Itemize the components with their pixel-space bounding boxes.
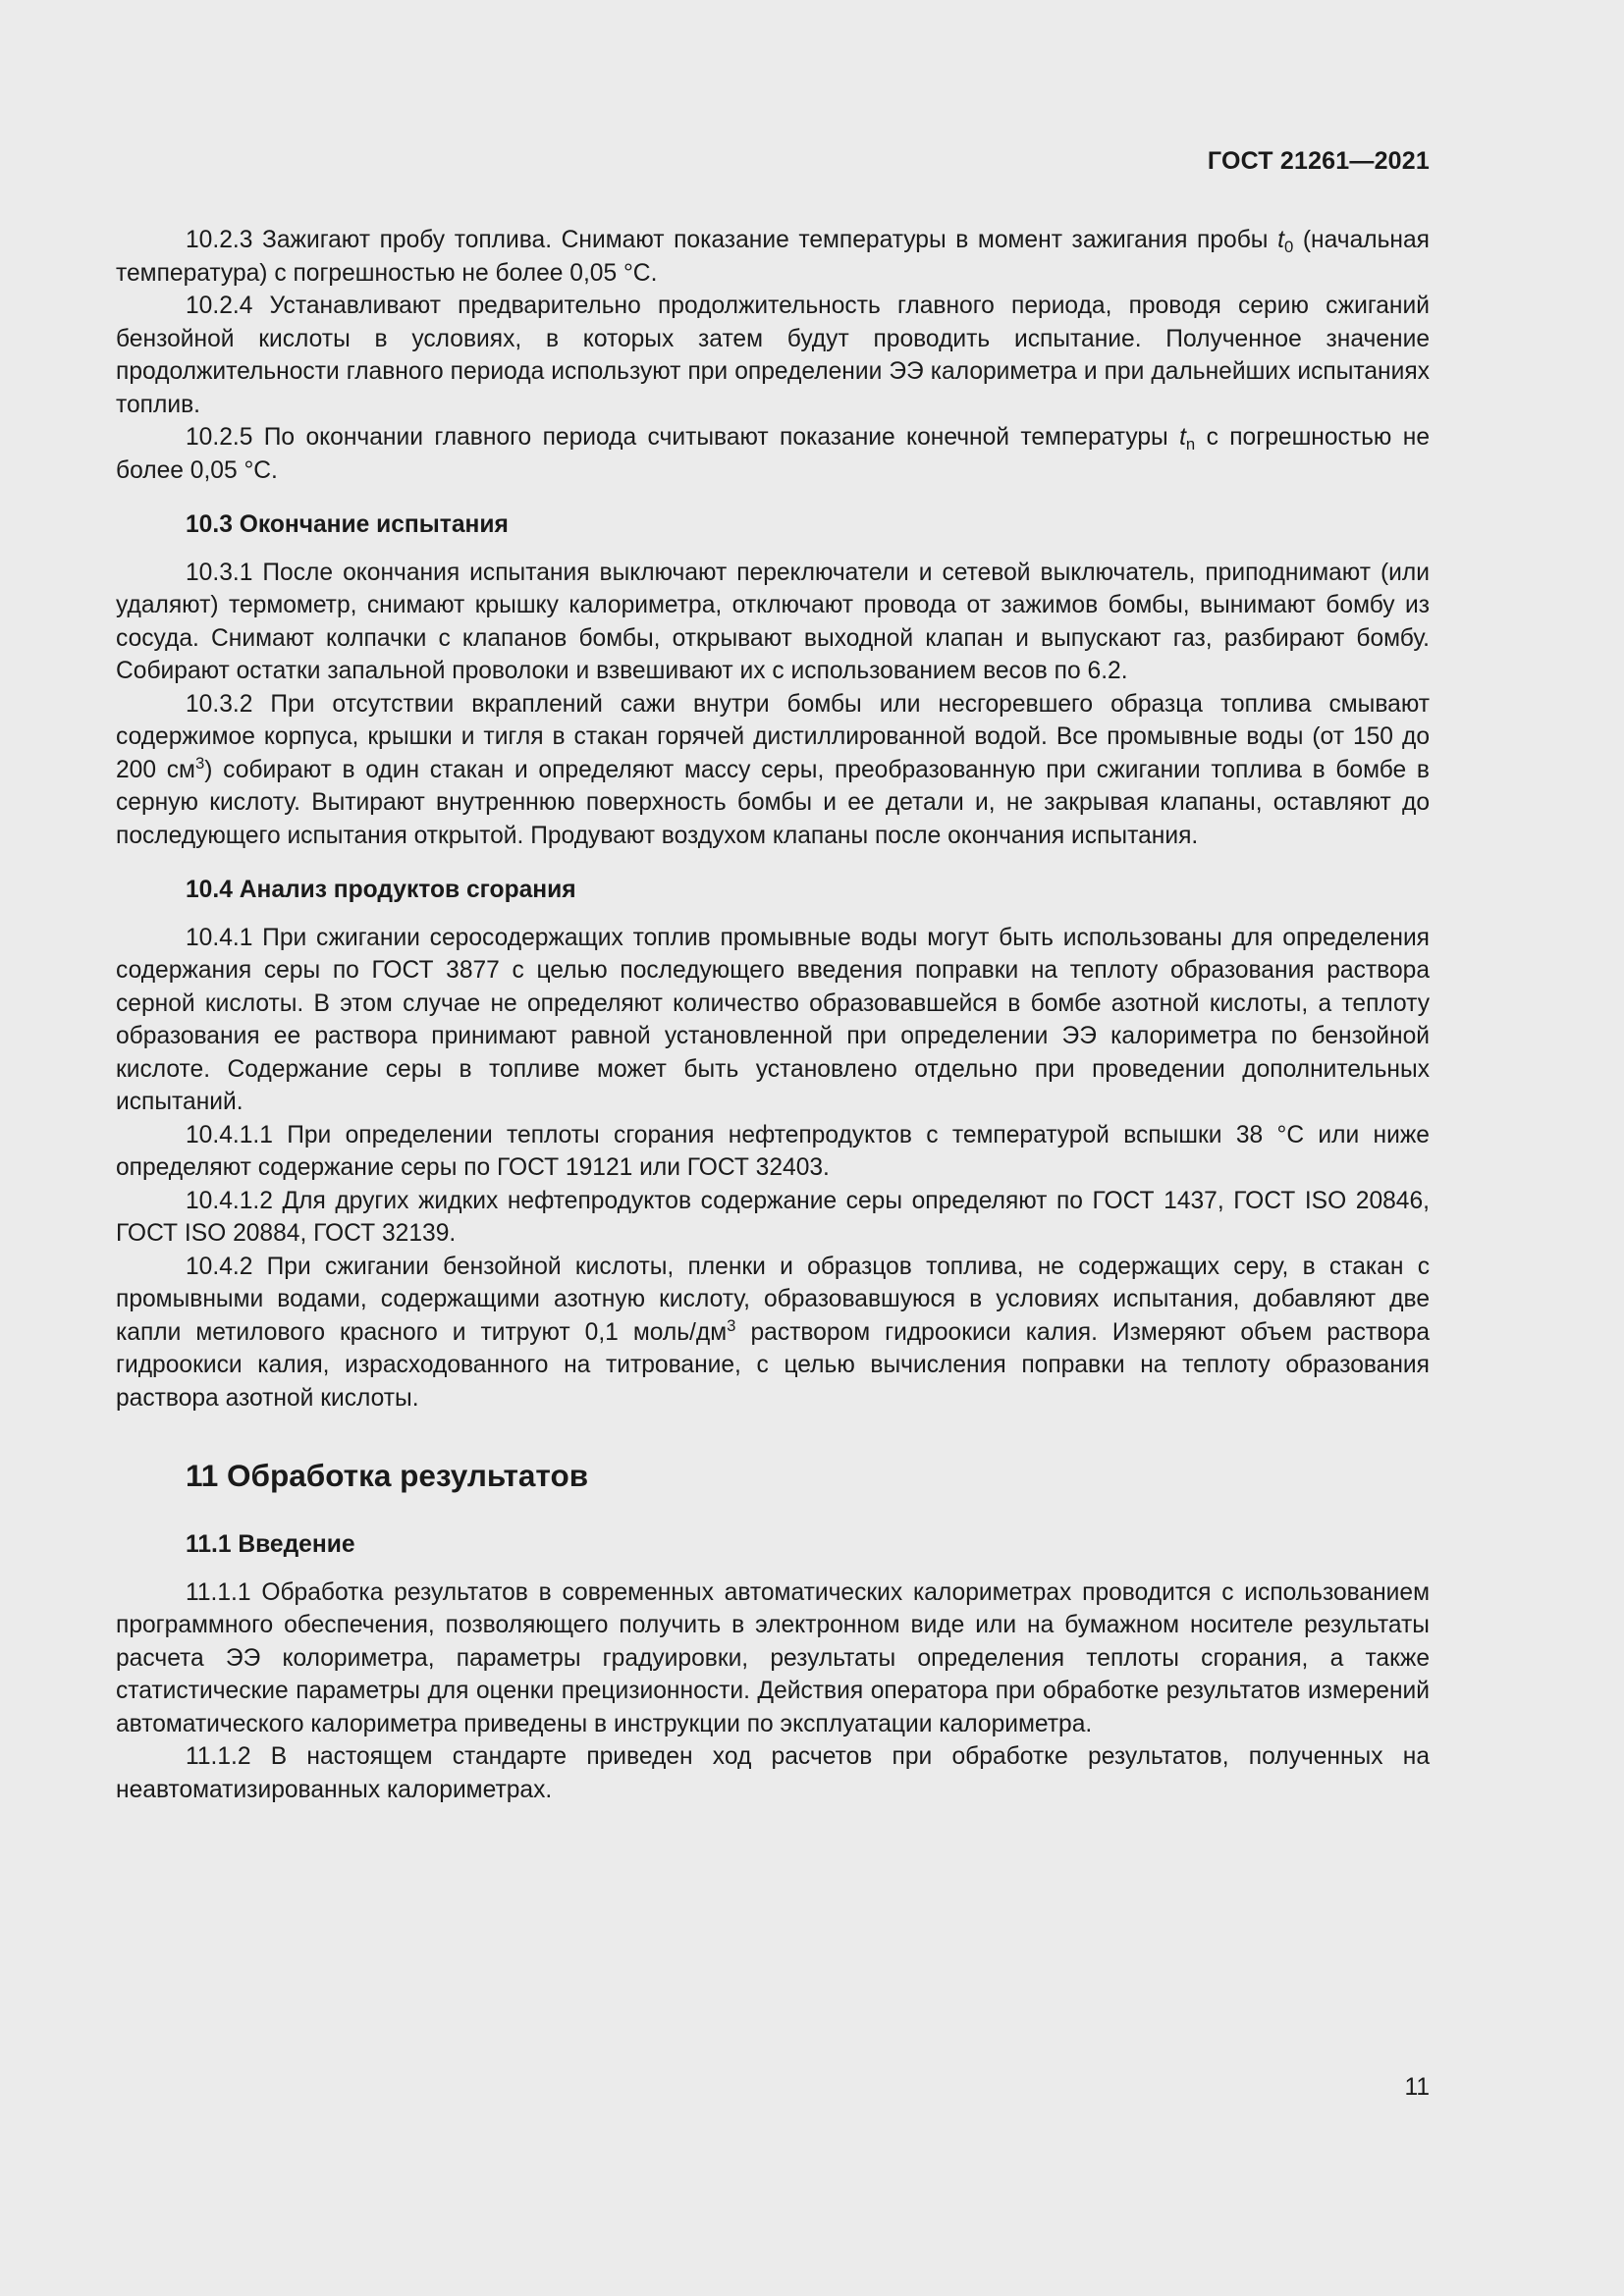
superscript: 3 <box>194 753 205 773</box>
subscript: n <box>1185 435 1196 454</box>
paragraph-10-2-5: 10.2.5 По окончании главного периода считывают показание конечной температуры $t_n$ с погрешностью не более 0,05 °С. <box>116 424 1430 484</box>
document-page <box>116 0 1430 2296</box>
paragraph-10-4-1-1: 10.4.1.1 При определении теплоты сгорания нефтепродуктов с температурой вспышки 38 °С или ниже определяют содержание серы по ГОСТ 19121 или ГОСТ 32403. <box>116 1121 1430 1181</box>
paragraph-10-4-2: 10.4.2 При сжигании бензойной кислоты, пленки и образцов топлива, не содержащих серу, в стакан с промывными водами, содержащими азотную кислоту, образовавшуюся в условиях испытания, добавляют две капли метилового красного и титруют 0,1 моль/$дм^3$ раствором гидроокиси калия. Измеряют объем раствора гидроокиси калия, израсходованного на титрование, с целью вычисления поправки на теплоту образования раствора азотной кислоты. <box>116 1253 1430 1412</box>
heading-10-4: 10.4 Анализ продуктов сгорания <box>186 877 576 903</box>
paragraph-11-1-1: 11.1.1 Обработка результатов в современных автоматических калориметрах проводится с использованием программного обеспечения, позволяющего получить в электронном виде или на бумажном носителе результаты расчета ЭЭ колориметра, параметры градуировки, результаты определения теплоты сгорания, а также статистические параметры для оценки прецизионности. Действия оператора при обработке результатов измерений автоматического калориметра приведены в инструкции по эксплуатации калориметра. <box>116 1578 1430 1737</box>
paragraph-10-2-4: 10.2.4 Устанавливают предварительно продолжительность главного периода, проводя серию сжиганий бензойной кислоты в условиях, в которых затем будут проводить испытание. Полученное значение продолжительности главного периода используют при определении ЭЭ калориметра и при дальнейших испытаниях топлив. <box>116 293 1430 418</box>
paragraph-10-3-1: 10.3.1 После окончания испытания выключают переключатели и сетевой выключатель, приподнимают (или удаляют) термометр, снимают крышку калориметра, отключают провода от зажимов бомбы, вынимают бомбу из сосуда. Снимают колпачки с клапанов бомбы, открывают выходной клапан и выпускают газ, разбирают бомбу. Собирают остатки запальной проволоки и взвешивают их с использованием весов по 6.2. <box>116 559 1430 684</box>
page-number: 11 <box>1404 2074 1430 2101</box>
subscript: 0 <box>1283 238 1294 257</box>
variable-t: t <box>1179 424 1186 451</box>
heading-11: 11 Обработка результатов <box>186 1458 589 1493</box>
document-body <box>116 224 1430 1806</box>
paragraph-10-4-1-2: 10.4.1.2 Для других жидких нефтепродуктов содержание серы определяют по ГОСТ 1437, ГОСТ ISO 20846, ГОСТ ISO 20884, ГОСТ 32139. <box>116 1187 1430 1247</box>
superscript: 3 <box>727 1315 736 1335</box>
paragraph-11-1-2: 11.1.2 В настоящем стандарте приведен ход расчетов при обработке результатов, полученных на неавтоматизированных калориметрах. <box>116 1743 1430 1803</box>
heading-11-1: 11.1 Введение <box>186 1531 355 1558</box>
paragraph-10-3-2: 10.3.2 При отсутствии вкраплений сажи внутри бомбы или несгоревшего образца топлива смывают содержимое корпуса, крышки и тигля в стакан горячей дистиллированной водой. Все промывные воды (от 150 до 200 $см^3$) собирают в один стакан и определяют массу серы, преобразованную при сжигании топлива в бомбе в серную кислоту. Вытирают внутреннюю поверхность бомбы и ее детали и, не закрывая клапаны, оставляют до последующего испытания открытой. Продувают воздухом клапаны после окончания испытания. <box>116 690 1431 849</box>
variable-t: t <box>1277 227 1284 253</box>
paragraph-10-4-1: 10.4.1 При сжигании серосодержащих топлив промывные воды могут быть использованы для определения содержания серы по ГОСТ 3877 с целью последующего введения поправки на теплоту образования раствора серной кислоты. В этом случае не определяют количество образовавшейся в бомбе азотной кислоты, а теплоту образования ее раствора принимают равной установленной при определении ЭЭ калориметра по бензойной кислоте. Содержание серы в топливе может быть установлено отдельно при проведении дополнительных испытаний. <box>116 924 1430 1115</box>
document-header: ГОСТ 21261—2021 <box>1207 147 1430 175</box>
heading-10-3: 10.3 Окончание испытания <box>186 511 509 538</box>
paragraph-10-2-3: 10.2.3 Зажигают пробу топлива. Снимают показание температуры в момент зажигания пробы $t_0$ (начальная температура) с погрешностью не более 0,05 °С. <box>116 227 1430 287</box>
